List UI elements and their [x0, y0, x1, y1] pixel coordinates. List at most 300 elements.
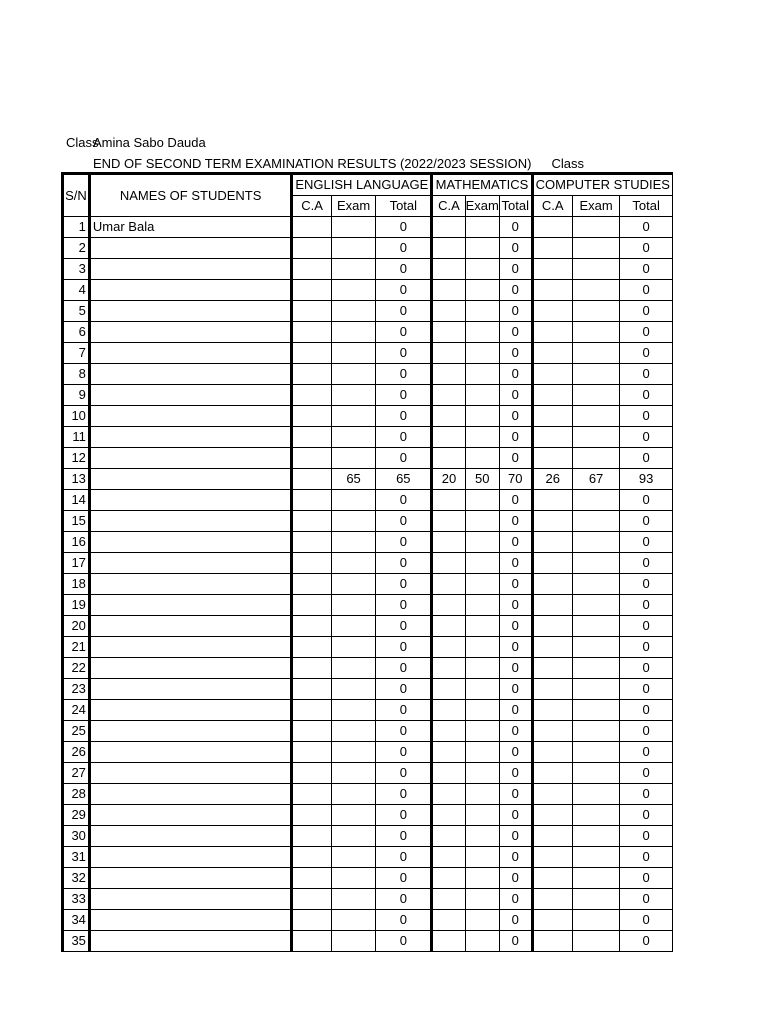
ca-cell[interactable]: [532, 805, 572, 826]
total-cell[interactable]: 0: [499, 280, 532, 301]
total-cell[interactable]: 0: [620, 847, 673, 868]
exam-cell[interactable]: [572, 553, 619, 574]
ca-cell[interactable]: [532, 658, 572, 679]
ca-cell[interactable]: [532, 385, 572, 406]
total-cell[interactable]: 0: [620, 532, 673, 553]
total-cell[interactable]: 0: [499, 616, 532, 637]
exam-cell[interactable]: [465, 259, 499, 280]
student-name-cell[interactable]: [89, 763, 291, 784]
row-sn-cell[interactable]: 11: [63, 427, 90, 448]
total-cell[interactable]: 0: [499, 931, 532, 952]
ca-cell[interactable]: [532, 448, 572, 469]
total-cell[interactable]: 0: [499, 343, 532, 364]
exam-cell[interactable]: [331, 490, 376, 511]
ca-cell[interactable]: [532, 490, 572, 511]
student-name-cell[interactable]: [89, 847, 291, 868]
ca-cell[interactable]: [292, 616, 331, 637]
total-cell[interactable]: 0: [499, 364, 532, 385]
exam-cell[interactable]: 65: [331, 469, 376, 490]
ca-cell[interactable]: [292, 931, 331, 952]
total-cell[interactable]: 0: [499, 910, 532, 931]
total-cell[interactable]: 65: [376, 469, 432, 490]
total-cell[interactable]: 0: [620, 826, 673, 847]
total-cell[interactable]: 0: [620, 553, 673, 574]
exam-cell[interactable]: 50: [465, 469, 499, 490]
ca-cell[interactable]: [532, 742, 572, 763]
row-sn-cell[interactable]: 25: [63, 721, 90, 742]
exam-cell[interactable]: [465, 868, 499, 889]
total-cell[interactable]: 0: [620, 616, 673, 637]
total-cell[interactable]: 0: [620, 490, 673, 511]
exam-cell[interactable]: [572, 343, 619, 364]
total-cell[interactable]: 0: [376, 805, 432, 826]
student-name-cell[interactable]: [89, 868, 291, 889]
ca-cell[interactable]: [432, 301, 465, 322]
ca-cell[interactable]: [532, 322, 572, 343]
ca-cell[interactable]: [432, 259, 465, 280]
total-cell[interactable]: 0: [499, 847, 532, 868]
row-sn-cell[interactable]: 9: [63, 385, 90, 406]
ca-cell[interactable]: [432, 322, 465, 343]
exam-cell[interactable]: [465, 406, 499, 427]
exam-cell[interactable]: [572, 322, 619, 343]
ca-cell[interactable]: [432, 910, 465, 931]
ca-cell[interactable]: [292, 532, 331, 553]
student-name-cell[interactable]: [89, 826, 291, 847]
total-cell[interactable]: 0: [376, 658, 432, 679]
ca-cell[interactable]: [532, 511, 572, 532]
exam-cell[interactable]: [572, 637, 619, 658]
ca-cell[interactable]: [532, 847, 572, 868]
exam-cell[interactable]: [331, 679, 376, 700]
exam-cell[interactable]: [572, 511, 619, 532]
student-name-cell[interactable]: [89, 721, 291, 742]
total-cell[interactable]: 0: [499, 238, 532, 259]
ca-cell[interactable]: [432, 490, 465, 511]
student-name-cell[interactable]: [89, 322, 291, 343]
ca-cell[interactable]: [532, 595, 572, 616]
ca-cell[interactable]: [292, 364, 331, 385]
ca-cell[interactable]: [432, 217, 465, 238]
ca-cell[interactable]: [432, 826, 465, 847]
total-cell[interactable]: 0: [499, 217, 532, 238]
total-cell[interactable]: 0: [620, 889, 673, 910]
student-name-cell[interactable]: [89, 574, 291, 595]
ca-cell[interactable]: [432, 364, 465, 385]
student-name-cell[interactable]: [89, 679, 291, 700]
ca-cell[interactable]: [432, 427, 465, 448]
exam-cell[interactable]: [572, 721, 619, 742]
total-cell[interactable]: 0: [499, 742, 532, 763]
exam-cell[interactable]: [331, 301, 376, 322]
row-sn-cell[interactable]: 17: [63, 553, 90, 574]
total-cell[interactable]: 0: [376, 721, 432, 742]
student-name-cell[interactable]: [89, 490, 291, 511]
student-name-cell[interactable]: [89, 364, 291, 385]
exam-cell[interactable]: [465, 889, 499, 910]
exam-cell[interactable]: [331, 574, 376, 595]
total-cell[interactable]: 0: [620, 259, 673, 280]
student-name-cell[interactable]: [89, 637, 291, 658]
total-cell[interactable]: 0: [620, 364, 673, 385]
student-name-cell[interactable]: [89, 280, 291, 301]
total-cell[interactable]: 0: [499, 679, 532, 700]
exam-cell[interactable]: [465, 553, 499, 574]
row-sn-cell[interactable]: 33: [63, 889, 90, 910]
exam-cell[interactable]: [572, 532, 619, 553]
total-cell[interactable]: 0: [376, 259, 432, 280]
exam-cell[interactable]: [572, 238, 619, 259]
student-name-cell[interactable]: [89, 595, 291, 616]
ca-cell[interactable]: [432, 679, 465, 700]
ca-cell[interactable]: [532, 427, 572, 448]
ca-cell[interactable]: 26: [532, 469, 572, 490]
total-cell[interactable]: 0: [620, 805, 673, 826]
exam-cell[interactable]: [465, 574, 499, 595]
ca-cell[interactable]: [292, 448, 331, 469]
ca-cell[interactable]: [292, 742, 331, 763]
ca-cell[interactable]: [532, 721, 572, 742]
total-cell[interactable]: 93: [620, 469, 673, 490]
exam-cell[interactable]: [572, 805, 619, 826]
student-name-cell[interactable]: [89, 238, 291, 259]
ca-cell[interactable]: [292, 574, 331, 595]
ca-cell[interactable]: [292, 280, 331, 301]
exam-cell[interactable]: [465, 427, 499, 448]
total-cell[interactable]: 0: [376, 448, 432, 469]
ca-cell[interactable]: [532, 868, 572, 889]
row-sn-cell[interactable]: 8: [63, 364, 90, 385]
ca-cell[interactable]: [292, 721, 331, 742]
total-cell[interactable]: 0: [499, 826, 532, 847]
student-name-cell[interactable]: [89, 910, 291, 931]
exam-cell[interactable]: [331, 595, 376, 616]
total-cell[interactable]: 0: [376, 301, 432, 322]
exam-cell[interactable]: [465, 931, 499, 952]
exam-cell[interactable]: [331, 805, 376, 826]
exam-cell[interactable]: [331, 910, 376, 931]
ca-cell[interactable]: [432, 931, 465, 952]
ca-cell[interactable]: [432, 784, 465, 805]
exam-cell[interactable]: [465, 679, 499, 700]
student-name-cell[interactable]: [89, 343, 291, 364]
row-sn-cell[interactable]: 31: [63, 847, 90, 868]
total-cell[interactable]: 0: [376, 931, 432, 952]
exam-cell[interactable]: [572, 280, 619, 301]
total-cell[interactable]: 0: [376, 679, 432, 700]
ca-cell[interactable]: [292, 322, 331, 343]
ca-cell[interactable]: [532, 406, 572, 427]
exam-cell[interactable]: [572, 826, 619, 847]
ca-cell[interactable]: [432, 763, 465, 784]
ca-cell[interactable]: [292, 679, 331, 700]
exam-cell[interactable]: [465, 784, 499, 805]
ca-cell[interactable]: [532, 700, 572, 721]
ca-cell[interactable]: [292, 238, 331, 259]
exam-cell[interactable]: [572, 616, 619, 637]
student-name-cell[interactable]: [89, 532, 291, 553]
ca-cell[interactable]: [532, 826, 572, 847]
ca-cell[interactable]: [432, 658, 465, 679]
ca-cell[interactable]: [532, 343, 572, 364]
ca-cell[interactable]: [432, 637, 465, 658]
row-sn-cell[interactable]: 13: [63, 469, 90, 490]
total-cell[interactable]: 0: [620, 217, 673, 238]
total-cell[interactable]: 0: [376, 595, 432, 616]
exam-cell[interactable]: [465, 322, 499, 343]
exam-cell[interactable]: [465, 280, 499, 301]
exam-cell[interactable]: [331, 826, 376, 847]
total-cell[interactable]: 0: [376, 553, 432, 574]
exam-cell[interactable]: [465, 763, 499, 784]
exam-cell[interactable]: [465, 721, 499, 742]
total-cell[interactable]: 0: [620, 385, 673, 406]
ca-cell[interactable]: [432, 700, 465, 721]
row-sn-cell[interactable]: 18: [63, 574, 90, 595]
ca-cell[interactable]: [532, 280, 572, 301]
ca-cell[interactable]: [432, 742, 465, 763]
ca-cell[interactable]: [532, 217, 572, 238]
ca-cell[interactable]: [432, 448, 465, 469]
exam-cell[interactable]: [331, 889, 376, 910]
exam-cell[interactable]: [572, 784, 619, 805]
row-sn-cell[interactable]: 19: [63, 595, 90, 616]
total-cell[interactable]: 0: [499, 595, 532, 616]
student-name-cell[interactable]: [89, 406, 291, 427]
ca-cell[interactable]: [432, 532, 465, 553]
total-cell[interactable]: 0: [499, 511, 532, 532]
exam-cell[interactable]: [331, 343, 376, 364]
row-sn-cell[interactable]: 7: [63, 343, 90, 364]
total-cell[interactable]: 0: [620, 784, 673, 805]
exam-cell[interactable]: [572, 679, 619, 700]
total-cell[interactable]: 0: [499, 805, 532, 826]
exam-cell[interactable]: [465, 700, 499, 721]
exam-cell[interactable]: [572, 700, 619, 721]
exam-cell[interactable]: [572, 763, 619, 784]
total-cell[interactable]: 0: [620, 322, 673, 343]
exam-cell[interactable]: [331, 784, 376, 805]
ca-cell[interactable]: [292, 490, 331, 511]
row-sn-cell[interactable]: 2: [63, 238, 90, 259]
exam-cell[interactable]: [331, 532, 376, 553]
total-cell[interactable]: 0: [499, 868, 532, 889]
total-cell[interactable]: 0: [376, 742, 432, 763]
ca-cell[interactable]: [292, 658, 331, 679]
row-sn-cell[interactable]: 5: [63, 301, 90, 322]
exam-cell[interactable]: [331, 553, 376, 574]
ca-cell[interactable]: [432, 511, 465, 532]
row-sn-cell[interactable]: 23: [63, 679, 90, 700]
row-sn-cell[interactable]: 3: [63, 259, 90, 280]
total-cell[interactable]: 0: [376, 238, 432, 259]
exam-cell[interactable]: [465, 847, 499, 868]
total-cell[interactable]: 0: [376, 343, 432, 364]
total-cell[interactable]: 0: [499, 784, 532, 805]
exam-cell[interactable]: [331, 322, 376, 343]
student-name-cell[interactable]: [89, 448, 291, 469]
exam-cell[interactable]: [331, 616, 376, 637]
ca-cell[interactable]: [432, 847, 465, 868]
ca-cell[interactable]: [532, 616, 572, 637]
total-cell[interactable]: 0: [620, 427, 673, 448]
exam-cell[interactable]: [331, 280, 376, 301]
exam-cell[interactable]: [572, 847, 619, 868]
ca-cell[interactable]: [292, 637, 331, 658]
exam-cell[interactable]: [572, 406, 619, 427]
exam-cell[interactable]: [465, 532, 499, 553]
exam-cell[interactable]: [572, 217, 619, 238]
exam-cell[interactable]: [465, 238, 499, 259]
total-cell[interactable]: 0: [499, 532, 532, 553]
exam-cell[interactable]: [572, 364, 619, 385]
total-cell[interactable]: 0: [499, 889, 532, 910]
total-cell[interactable]: 0: [499, 721, 532, 742]
ca-cell[interactable]: [532, 931, 572, 952]
exam-cell[interactable]: [572, 448, 619, 469]
total-cell[interactable]: 0: [376, 847, 432, 868]
row-sn-cell[interactable]: 27: [63, 763, 90, 784]
ca-cell[interactable]: [532, 574, 572, 595]
exam-cell[interactable]: [572, 574, 619, 595]
exam-cell[interactable]: [331, 931, 376, 952]
total-cell[interactable]: 0: [376, 784, 432, 805]
total-cell[interactable]: 0: [499, 763, 532, 784]
row-sn-cell[interactable]: 10: [63, 406, 90, 427]
exam-cell[interactable]: [572, 427, 619, 448]
ca-cell[interactable]: [532, 679, 572, 700]
ca-cell[interactable]: [432, 385, 465, 406]
exam-cell[interactable]: [465, 448, 499, 469]
exam-cell[interactable]: [572, 595, 619, 616]
ca-cell[interactable]: [292, 217, 331, 238]
total-cell[interactable]: 0: [376, 637, 432, 658]
exam-cell[interactable]: [331, 448, 376, 469]
total-cell[interactable]: 0: [376, 826, 432, 847]
row-sn-cell[interactable]: 14: [63, 490, 90, 511]
total-cell[interactable]: 0: [620, 658, 673, 679]
ca-cell[interactable]: [532, 553, 572, 574]
exam-cell[interactable]: [331, 238, 376, 259]
exam-cell[interactable]: 67: [572, 469, 619, 490]
exam-cell[interactable]: [465, 805, 499, 826]
ca-cell[interactable]: [292, 700, 331, 721]
total-cell[interactable]: 0: [499, 637, 532, 658]
ca-cell[interactable]: [292, 301, 331, 322]
student-name-cell[interactable]: Umar Bala: [89, 217, 291, 238]
total-cell[interactable]: 0: [620, 595, 673, 616]
row-sn-cell[interactable]: 4: [63, 280, 90, 301]
total-cell[interactable]: 0: [620, 238, 673, 259]
total-cell[interactable]: 0: [620, 406, 673, 427]
exam-cell[interactable]: [465, 742, 499, 763]
row-sn-cell[interactable]: 22: [63, 658, 90, 679]
ca-cell[interactable]: [292, 910, 331, 931]
exam-cell[interactable]: [465, 910, 499, 931]
row-sn-cell[interactable]: 34: [63, 910, 90, 931]
row-sn-cell[interactable]: 16: [63, 532, 90, 553]
ca-cell[interactable]: [532, 301, 572, 322]
total-cell[interactable]: 0: [376, 364, 432, 385]
ca-cell[interactable]: [432, 805, 465, 826]
exam-cell[interactable]: [331, 637, 376, 658]
ca-cell[interactable]: [292, 259, 331, 280]
total-cell[interactable]: 0: [620, 679, 673, 700]
ca-cell[interactable]: [432, 721, 465, 742]
exam-cell[interactable]: [331, 868, 376, 889]
row-sn-cell[interactable]: 1: [63, 217, 90, 238]
exam-cell[interactable]: [331, 742, 376, 763]
exam-cell[interactable]: [572, 490, 619, 511]
exam-cell[interactable]: [572, 868, 619, 889]
total-cell[interactable]: 0: [499, 574, 532, 595]
exam-cell[interactable]: [572, 931, 619, 952]
row-sn-cell[interactable]: 12: [63, 448, 90, 469]
ca-cell[interactable]: [292, 469, 331, 490]
exam-cell[interactable]: [331, 427, 376, 448]
total-cell[interactable]: 0: [376, 427, 432, 448]
total-cell[interactable]: 0: [499, 385, 532, 406]
total-cell[interactable]: 0: [376, 700, 432, 721]
exam-cell[interactable]: [331, 847, 376, 868]
total-cell[interactable]: 0: [376, 616, 432, 637]
exam-cell[interactable]: [331, 763, 376, 784]
total-cell[interactable]: 0: [620, 511, 673, 532]
exam-cell[interactable]: [465, 385, 499, 406]
exam-cell[interactable]: [572, 889, 619, 910]
student-name-cell[interactable]: [89, 301, 291, 322]
ca-cell[interactable]: [532, 763, 572, 784]
student-name-cell[interactable]: [89, 784, 291, 805]
ca-cell[interactable]: [292, 553, 331, 574]
ca-cell[interactable]: [432, 553, 465, 574]
total-cell[interactable]: 0: [499, 553, 532, 574]
exam-cell[interactable]: [465, 490, 499, 511]
exam-cell[interactable]: [465, 658, 499, 679]
total-cell[interactable]: 0: [376, 490, 432, 511]
ca-cell[interactable]: [292, 868, 331, 889]
ca-cell[interactable]: [432, 574, 465, 595]
exam-cell[interactable]: [465, 637, 499, 658]
exam-cell[interactable]: [465, 343, 499, 364]
total-cell[interactable]: 0: [376, 868, 432, 889]
ca-cell[interactable]: [532, 910, 572, 931]
exam-cell[interactable]: [331, 385, 376, 406]
exam-cell[interactable]: [331, 364, 376, 385]
total-cell[interactable]: 0: [620, 448, 673, 469]
ca-cell[interactable]: [532, 532, 572, 553]
total-cell[interactable]: 0: [499, 301, 532, 322]
student-name-cell[interactable]: [89, 469, 291, 490]
exam-cell[interactable]: [465, 217, 499, 238]
exam-cell[interactable]: [465, 511, 499, 532]
exam-cell[interactable]: [331, 700, 376, 721]
student-name-cell[interactable]: [89, 427, 291, 448]
exam-cell[interactable]: [572, 259, 619, 280]
row-sn-cell[interactable]: 24: [63, 700, 90, 721]
row-sn-cell[interactable]: 29: [63, 805, 90, 826]
total-cell[interactable]: 0: [620, 910, 673, 931]
ca-cell[interactable]: [532, 637, 572, 658]
total-cell[interactable]: 0: [499, 490, 532, 511]
ca-cell[interactable]: [432, 406, 465, 427]
ca-cell[interactable]: [532, 889, 572, 910]
ca-cell[interactable]: [432, 616, 465, 637]
ca-cell[interactable]: [432, 595, 465, 616]
ca-cell[interactable]: [292, 784, 331, 805]
total-cell[interactable]: 0: [620, 574, 673, 595]
total-cell[interactable]: 0: [376, 532, 432, 553]
